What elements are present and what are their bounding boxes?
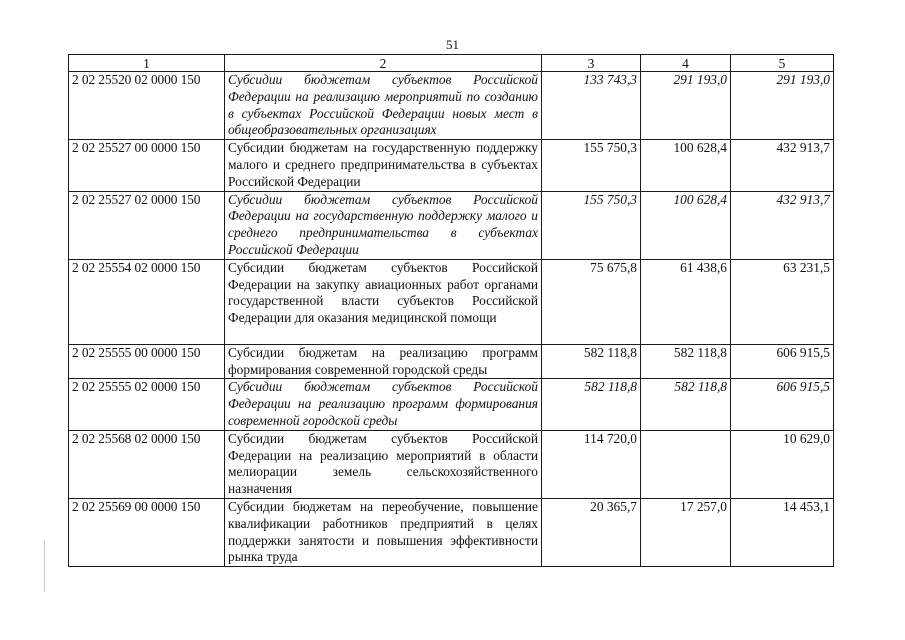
value-col-5: 63 231,5: [731, 259, 834, 344]
budget-code: 2 02 25554 02 0000 150: [69, 259, 225, 344]
value-col-5: 606 915,5: [731, 344, 834, 379]
budget-code: 2 02 25527 02 0000 150: [69, 191, 225, 259]
row-description: Субсидии бюджетам субъектов Российской Федерации на закупку авиационных работ органами государственной власти субъектов Российской Федерации для оказания медицинской помощи: [225, 259, 542, 344]
budget-code: 2 02 25555 00 0000 150: [69, 344, 225, 379]
header-cell-4: 4: [641, 55, 731, 72]
table-row: [69, 379, 834, 430]
value-col-4: 100 628,4: [641, 140, 731, 191]
value-col-3: 582 118,8: [542, 344, 641, 379]
row-description: Субсидии бюджетам субъектов Российской Федерации на реализацию мероприятий в области мелиорации земель сельскохозяйственного назначения: [225, 430, 542, 498]
value-col-4: 291 193,0: [641, 72, 731, 140]
value-col-3: 133 743,3: [542, 72, 641, 140]
header-cell-3: 3: [542, 55, 641, 72]
budget-code: 2 02 25568 02 0000 150: [69, 430, 225, 498]
value-col-4: 100 628,4: [641, 191, 731, 259]
value-col-5: 606 915,5: [731, 379, 834, 430]
value-col-4: [641, 430, 731, 498]
table-row: [69, 498, 834, 566]
table-row: [69, 344, 834, 379]
value-col-4: 582 118,8: [641, 344, 731, 379]
row-description: Субсидии бюджетам субъектов Российской Федерации на государственную поддержку малого и среднего предпринимательства в субъектах Российской Федерации: [225, 191, 542, 259]
value-col-3: 155 750,3: [542, 140, 641, 191]
value-col-4: 17 257,0: [641, 498, 731, 566]
table-row: [69, 430, 834, 498]
budget-code: 2 02 25520 02 0000 150: [69, 72, 225, 140]
header-cell-1: 1: [69, 55, 225, 72]
table-header-row: [69, 55, 834, 72]
value-col-5: 432 913,7: [731, 191, 834, 259]
value-col-4: 582 118,8: [641, 379, 731, 430]
value-col-3: 75 675,8: [542, 259, 641, 344]
page-number: 51: [446, 37, 459, 52]
budget-code: 2 02 25527 00 0000 150: [69, 140, 225, 191]
budget-table: [68, 54, 834, 567]
header-cell-5: 5: [731, 55, 834, 72]
table-row: [69, 191, 834, 259]
value-col-5: 10 629,0: [731, 430, 834, 498]
value-col-5: 14 453,1: [731, 498, 834, 566]
value-col-5: 291 193,0: [731, 72, 834, 140]
row-description: Субсидии бюджетам на реализацию программ формирования современной городской среды: [225, 344, 542, 379]
row-description: Субсидии бюджетам на государственную поддержку малого и среднего предпринимательства в субъектах Российской Федерации: [225, 140, 542, 191]
value-col-3: 582 118,8: [542, 379, 641, 430]
header-cell-2: 2: [225, 55, 542, 72]
table-row: [69, 140, 834, 191]
value-col-4: 61 438,6: [641, 259, 731, 344]
budget-code: 2 02 25555 02 0000 150: [69, 379, 225, 430]
row-description: Субсидии бюджетам субъектов Российской Федерации на реализацию мероприятий по созданию в субъектах Российской Федерации новых мест в общеобразовательных организациях: [225, 72, 542, 140]
margin-mark: [44, 540, 45, 592]
value-col-5: 432 913,7: [731, 140, 834, 191]
row-description: Субсидии бюджетам на переобучение, повышение квалификации работников предприятий в целях поддержки занятости и повышения эффективности рынка труда: [225, 498, 542, 566]
value-col-3: 20 365,7: [542, 498, 641, 566]
budget-code: 2 02 25569 00 0000 150: [69, 498, 225, 566]
row-description: Субсидии бюджетам субъектов Российской Федерации на реализацию программ формирования современной городской среды: [225, 379, 542, 430]
value-col-3: 114 720,0: [542, 430, 641, 498]
value-col-3: 155 750,3: [542, 191, 641, 259]
table-row: [69, 259, 834, 344]
table-row: [69, 72, 834, 140]
